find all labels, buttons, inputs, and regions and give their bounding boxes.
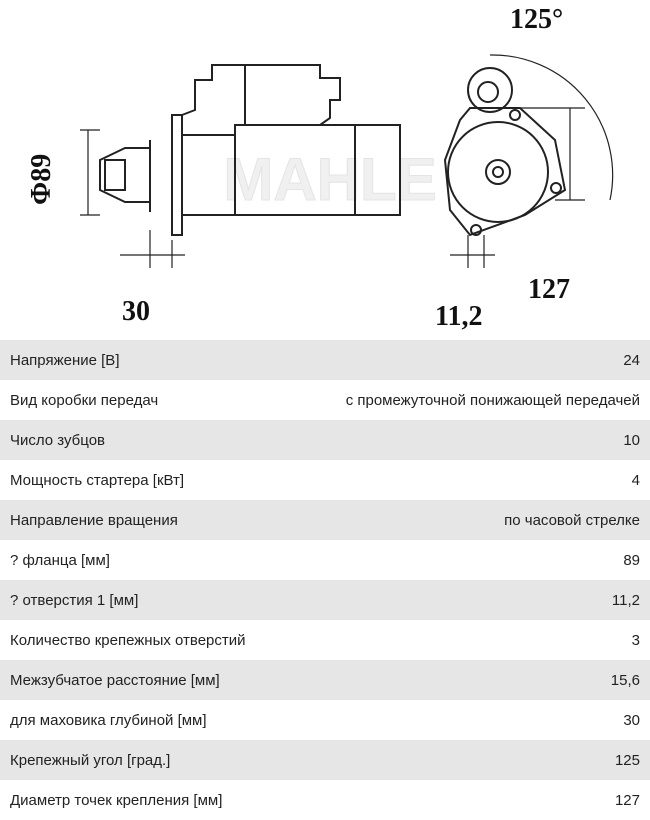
spec-label: ? отверстия 1 [мм] xyxy=(10,591,139,609)
front-housing-circle xyxy=(448,122,548,222)
spec-label: ? фланца [мм] xyxy=(10,551,110,569)
front-top-boss xyxy=(468,68,512,112)
spec-label: Вид коробки передач xyxy=(10,391,159,409)
spec-value: 11,2 xyxy=(611,591,640,609)
spec-label: Число зубцов xyxy=(10,431,106,449)
solenoid-cap xyxy=(245,65,340,125)
spec-table xyxy=(0,340,650,820)
spec-value: по часовой стрелке xyxy=(504,511,640,529)
spec-label: Напряжение [В] xyxy=(10,351,120,369)
solenoid-housing xyxy=(182,65,245,125)
technical-drawing xyxy=(0,0,650,340)
spec-row xyxy=(0,660,650,700)
spec-row xyxy=(0,500,650,540)
spec-value: 3 xyxy=(631,631,640,649)
spec-label: Диаметр точек крепления [мм] xyxy=(10,791,223,809)
spec-label: Межзубчатое расстояние [мм] xyxy=(10,671,220,689)
spec-row xyxy=(0,700,650,740)
dim-angle-label: 125° xyxy=(510,4,564,35)
spec-value: с промежуточной понижающей передачей xyxy=(345,391,640,409)
spec-row xyxy=(0,420,650,460)
spec-value: 4 xyxy=(631,471,640,489)
spec-value: 24 xyxy=(623,351,640,369)
spec-label: Крепежный угол [град.] xyxy=(10,751,171,769)
spec-row xyxy=(0,340,650,380)
front-view xyxy=(445,68,565,235)
spec-label: Количество крепежных отверстий xyxy=(10,631,246,649)
dim-depth-label: 30 xyxy=(122,296,150,327)
spec-value: 10 xyxy=(623,431,640,449)
spec-row xyxy=(0,540,650,580)
spec-row xyxy=(0,460,650,500)
spec-value: 89 xyxy=(623,551,640,569)
dim-flange-diameter-label: Φ89 xyxy=(26,153,57,205)
mount-hole-2 xyxy=(551,183,561,193)
pinion-gear xyxy=(105,160,125,190)
dim-hole-label: 11,2 xyxy=(435,301,483,332)
spec-label: Мощность стартера [кВт] xyxy=(10,471,185,489)
spec-row xyxy=(0,580,650,620)
spec-label: для маховика глубиной [мм] xyxy=(10,711,207,729)
spec-row xyxy=(0,780,650,820)
mount-hole-1 xyxy=(510,110,520,120)
watermark-logo: MAHLE xyxy=(223,146,437,213)
flange xyxy=(172,115,182,235)
dim-mount-diameter-label: 127 xyxy=(528,274,570,305)
spec-label: Направление вращения xyxy=(10,511,178,529)
spec-row xyxy=(0,740,650,780)
spec-value: 30 xyxy=(623,711,640,729)
spec-value: 127 xyxy=(614,791,640,809)
spec-value: 15,6 xyxy=(610,671,640,689)
spec-row xyxy=(0,620,650,660)
spec-value: 125 xyxy=(614,751,640,769)
spec-row xyxy=(0,380,650,420)
starter-drawing-svg xyxy=(0,0,650,340)
